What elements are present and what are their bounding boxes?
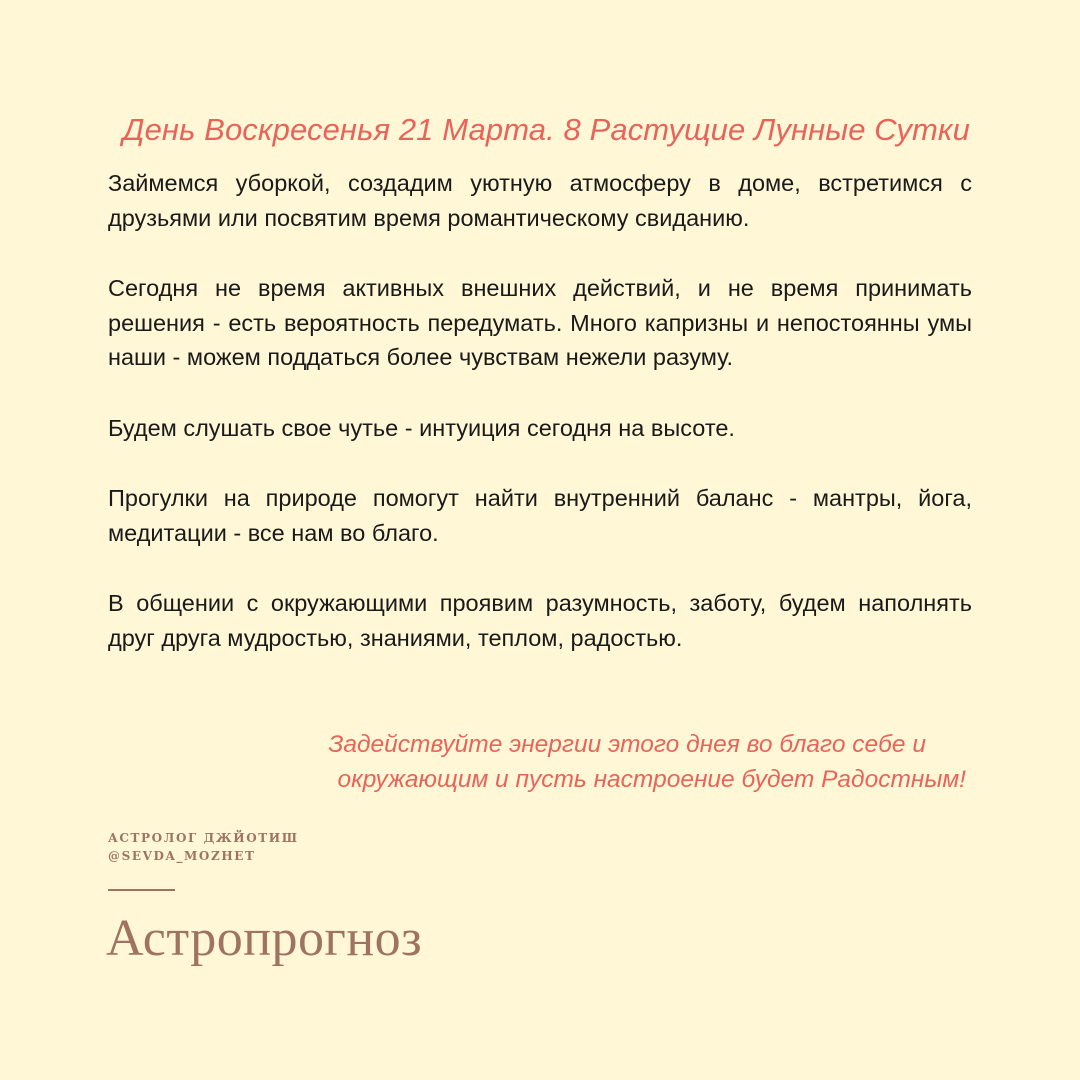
divider-line (108, 889, 175, 891)
post-body (108, 166, 972, 691)
paragraph-communication: В общении с окружающими проявим разумность, заботу, будем наполнять друг друга мудростью, знаниями, теплом, радостью. (108, 590, 972, 651)
paragraph-nature-walks: Прогулки на природе помогут найти внутренний баланс - мантры, йога, медитации - все нам во благо. (108, 485, 972, 546)
author-credits (108, 829, 299, 865)
post-heading: День Воскресенья 21 Марта. 8 Растущие Лунные Сутки (122, 112, 970, 147)
paragraph-decisions: Сегодня не время активных внешних действий, и не время принимать решения - есть вероятность передумать. Много капризны и непостоянны умы наши - можем поддаться более чувствам нежели разуму. (108, 275, 972, 370)
brand-title: Астропрогноз (106, 910, 423, 967)
paragraph-cleaning: Займемся уборкой, создадим уютную атмосферу в доме, встретимся с друзьями или посвятим время романтическому свиданию. (108, 170, 972, 231)
paragraph-intuition: Будем слушать свое чутье - интуиция сегодня на высоте. (108, 414, 735, 441)
closing-line-2: окружающим и пусть настроение будет Радостным! (337, 766, 966, 793)
closing-line-1: Задействуйте энергии этого днея во благо себе и (328, 731, 926, 758)
closing-message (260, 727, 966, 797)
author-role: АСТРОЛОГ ДЖЙОТИШ (108, 831, 299, 845)
author-handle: @SEVDA_MOZHET (108, 849, 256, 863)
